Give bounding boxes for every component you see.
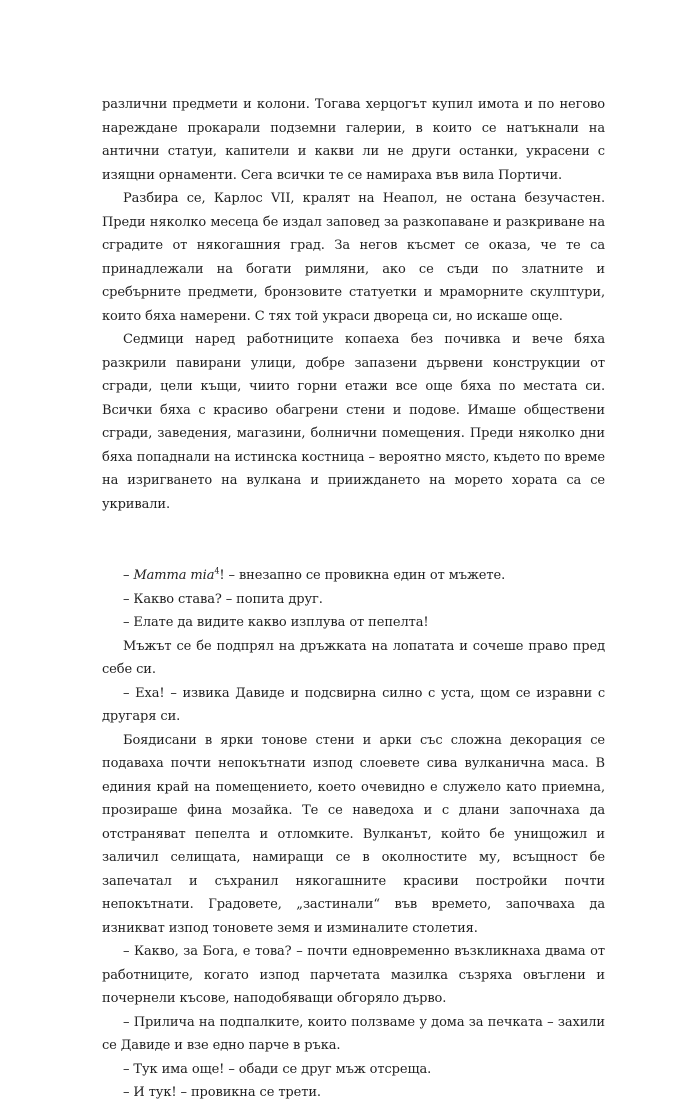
dialogue-line: – Прилича на подпалките, които ползваме у дома за печката – захили се Давиде и взе едно парче в ръка. [102, 1014, 605, 1053]
paragraph-walls: Боядисани в ярки тонове стени и арки със сложна декорация се подаваха почти непокътнати изпод слоевете сива вулканична маса. В единия край на помещението, което очевидно е служело като приемна, прозираше фина мозайка. Те се наведоха и с длани започнаха да отстраняват пепелта и отломките. Вулканът, който бе унищожил и заличил селищата, намиращи се в околностите му, всъщност бе запечатал и съхранил някогашните красиви постройки почти непокътнати. Градовете, „застинали“ във времето, започваха да изникват изпод тоновете земя и изминалите столетия. [102, 732, 605, 936]
dialogue-line: – Елате да видите какво изплува от пепелта! [123, 615, 429, 630]
dialogue-line: – Тук има още! – обади се друг мъж отсреща. [123, 1061, 432, 1077]
paragraph-excavation: Седмици наред работниците копаеха без почивка и вече бяха разкрили павирани улици, добре запазени дървени конструкции от сгради, цели къщи, чиито горни етажи все още бяха по местата си. Всички бяха с красиво обагрени стени и подове. Имаше обществени сгради, заведения, магазини, болнични помещения. Преди няколко дни бяха попаднали на истинска костница – вероятно място, където по време на изригването на вулкана и прииждането на морето хората са се укривали. [102, 332, 605, 512]
dialogue-line: – И тук! – провикна се трети. [123, 1085, 321, 1100]
dialogue-line: – Еха! – извика Давиде и подсвирна силно с уста, щом се изравни с другаря си. [102, 685, 605, 724]
section-break [102, 516, 605, 564]
italic-exclamation: Mamma mia [133, 568, 215, 583]
paragraph-man-pointing: Мъжът се бе подпрял на дръжката на лопатата и сочеше право пред себе си. [102, 638, 605, 677]
dialogue-exclaim [102, 564, 605, 588]
footnote-marker: 4 [214, 566, 220, 576]
book-page [102, 93, 605, 1105]
dialogue-line: – Какво става? – попита друг. [123, 591, 323, 607]
paragraph-carlos: Разбира се, Карлос VII, кралят на Неапол, не остана безучастен. Преди няколко месеца бе издал заповед за разкопаване и разкриване на сградите от някогашния град. За негов късмет се оказа, че те са принадлежали на богати римляни, ако се съди по златните и сребърните предмети, бронзовите статуетки и мраморните скулптури, които бяха намерени. С тях той украси двореца си, но искаше още. [102, 191, 605, 324]
dialogue-exclaim-rest: ! – внезапно се провикна един от мъжете. [219, 568, 506, 583]
dialogue-dash: – [123, 568, 134, 583]
dialogue-line: – Какво, за Бога, е това? – почти едновременно възкликнаха двама от работниците, когато изпод парчетата мазилка съзряха овъглени и почернели късове, наподобяващи обгоряло дърво. [102, 944, 605, 1006]
paragraph-villa: различни предмети и колони. Тогава херцогът купил имота и по негово нареждане прокарали подземни галерии, в които се натъкнали на антични статуи, капители и какви ли не други останки, украсени с изящни орнаменти. Сега всички те се намираха във вила Портичи. [102, 97, 605, 183]
